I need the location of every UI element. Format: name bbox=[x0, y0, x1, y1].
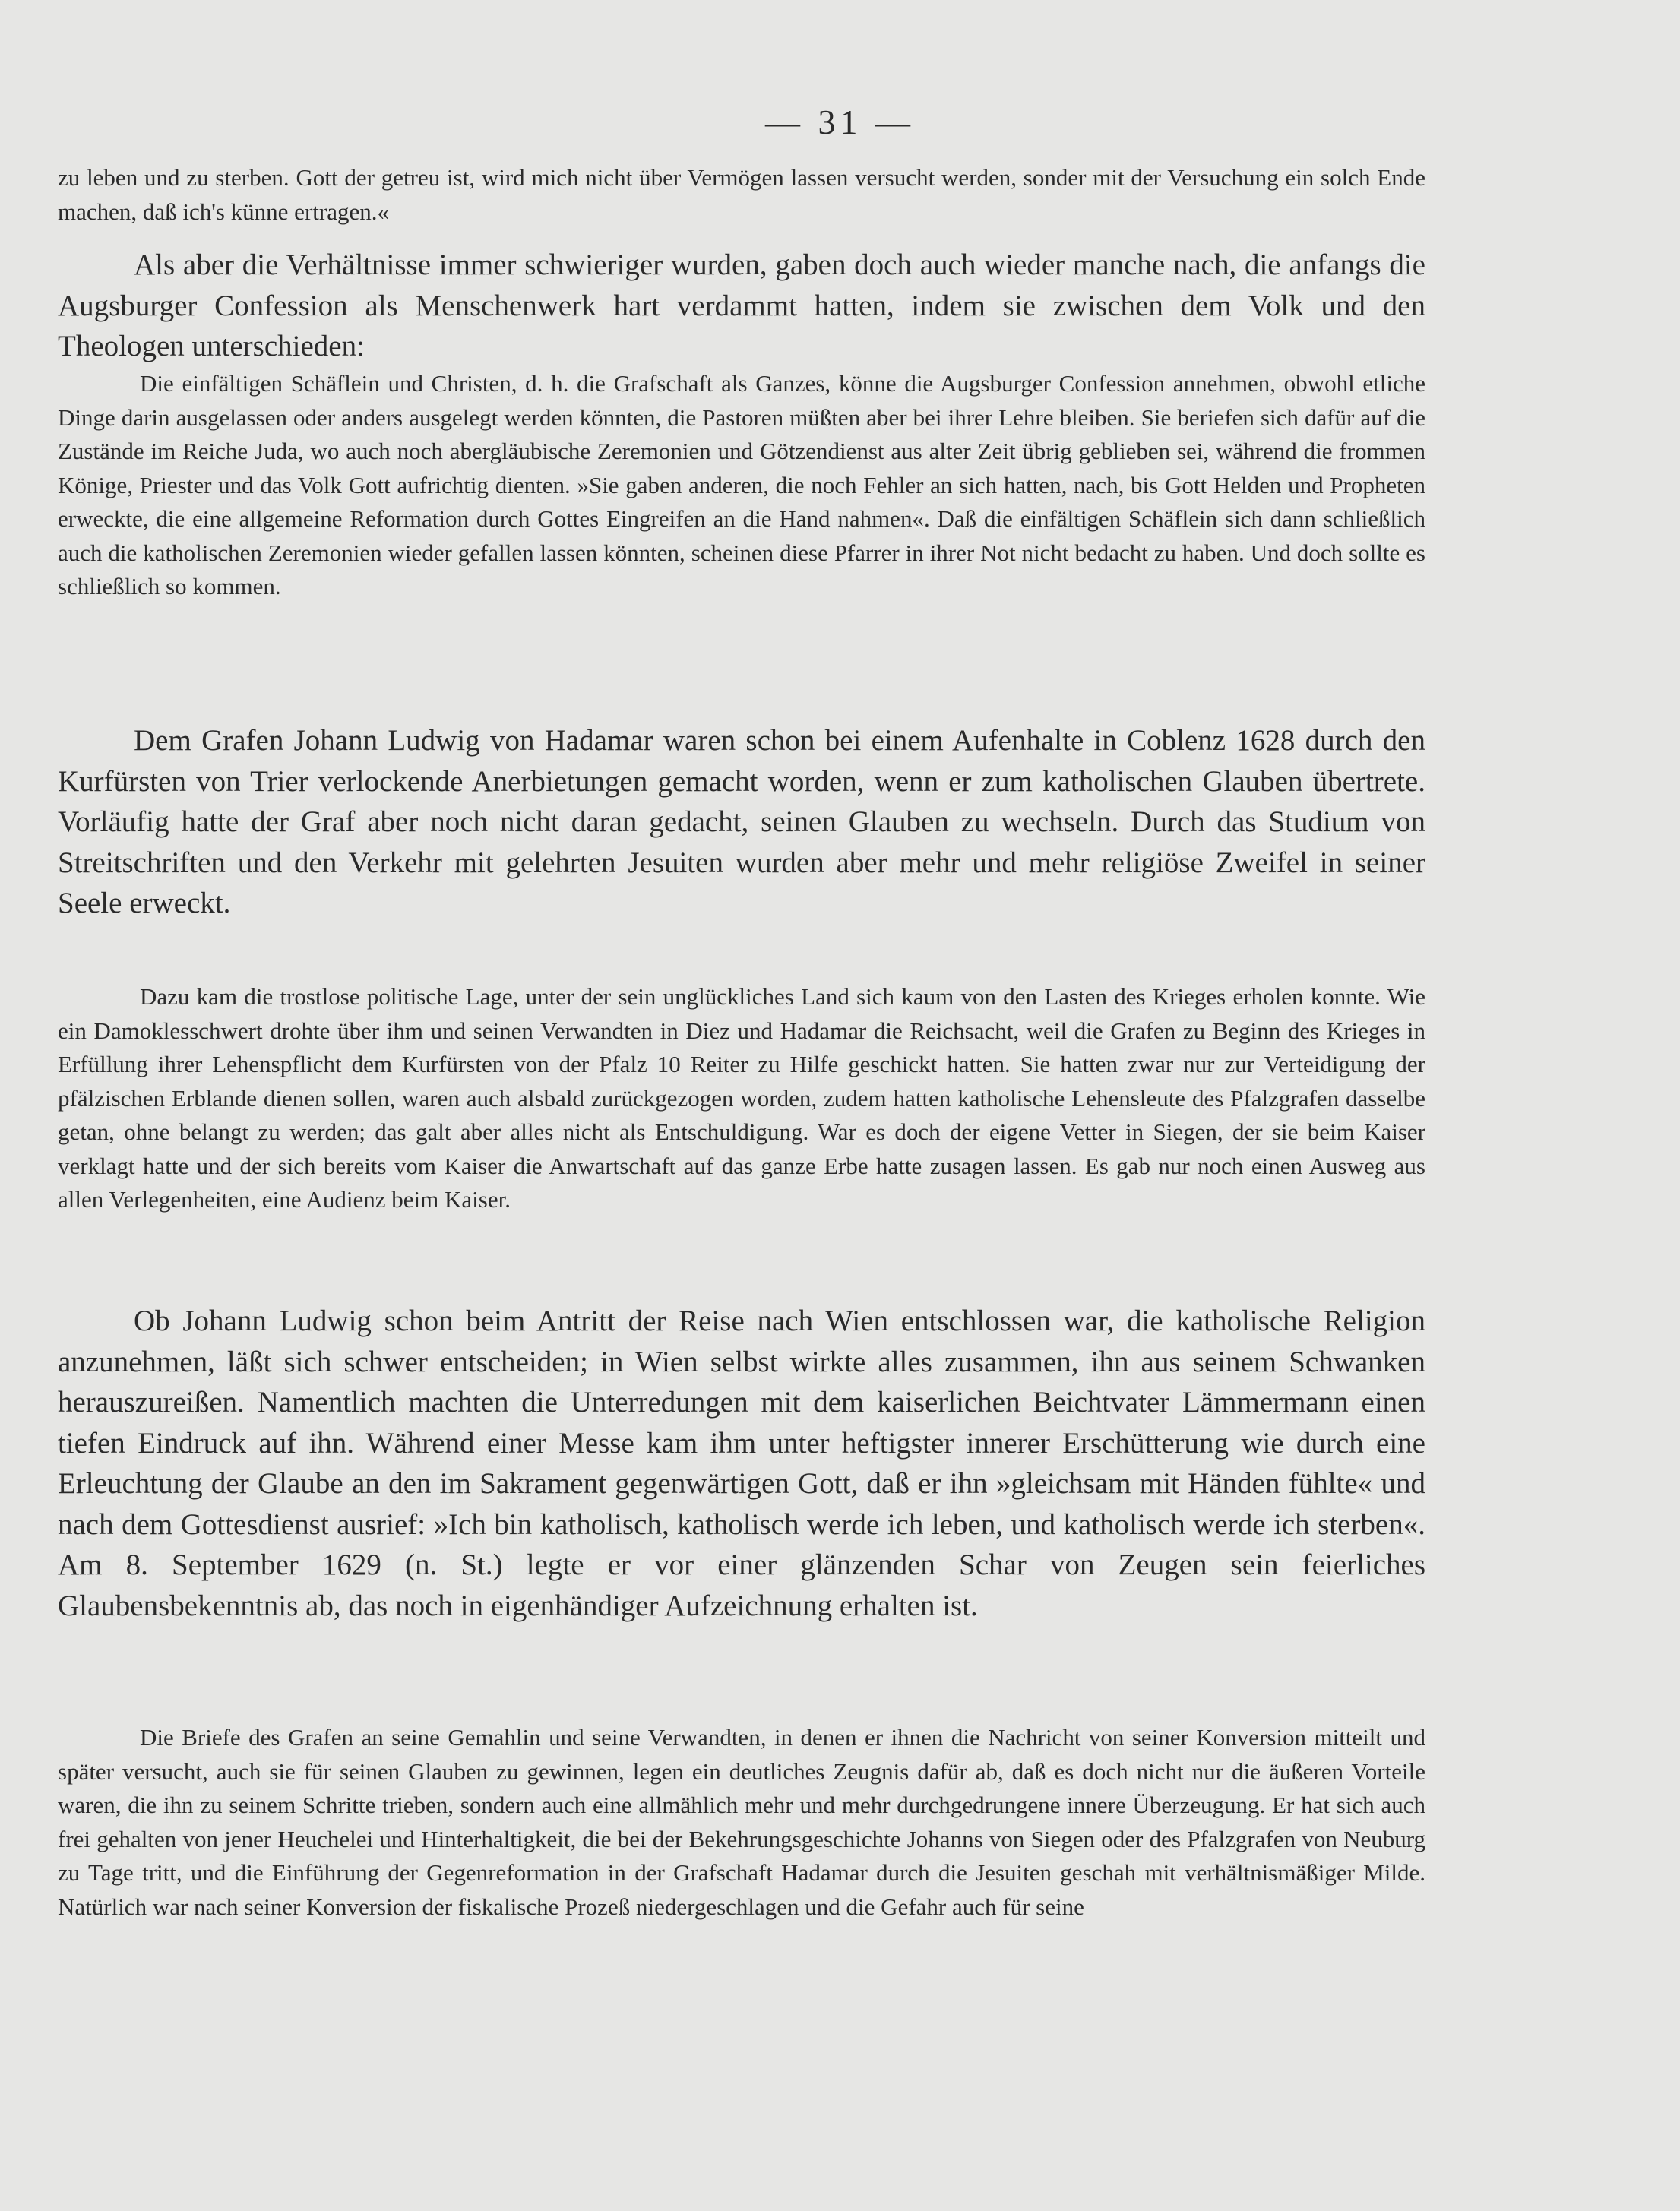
page-number: — 31 — bbox=[765, 103, 915, 141]
paragraph-political-situation: Dazu kam die trostlose politische Lage, unter der sein unglückliches Land sich kaum von den Lasten des Krieges erholen konnte. Wie ein Damoklesschwert drohte über ihm und seinen Verwandten in Diez und Hadamar die Reichsacht, weil die Grafen zu Beginn des Krieges in Erfüllung ihrer Lehenspflicht dem Kurfürsten von der Pfalz 10 Reiter zu Hilfe geschickt hatten. Sie hatten zwar nur zur Verteidigung der pfälzischen Erblande dienen sollen, waren auch alsbald zurückgezogen worden, zudem hatten katholische Lehensleute des Pfalzgrafen dasselbe getan, ohne belangt zu werden; das galt aber alles nicht als Entschuldigung. War es doch der eigene Vetter in Siegen, der sie beim Kaiser verklagt hatte und der sich bereits vom Kaiser die Anwartschaft auf das ganze Erbe hatte zusagen lassen. Es gab nur noch einen Ausweg aus allen Verlegenheiten, eine Audienz beim Kaiser. bbox=[58, 983, 1425, 1213]
paragraph-letters-of-count: Die Briefe des Grafen an seine Gemahlin und seine Verwandten, in denen er ihnen die Nachricht von seiner Konversion mitteilt und später versucht, auch sie für seinen Glauben zu gewinnen, legen ein deutliches Zeugnis dafür ab, daß es doch nicht nur die äußeren Vorteile waren, die ihn zu seinem Schritte trieben, sondern auch eine allmählich mehr und mehr durchgedrungene innere Überzeugung. Er hat sich auch frei gehalten von jener Heuchelei und Hinterhaltigkeit, die bei der Bekehrungsgeschichte Johanns von Siegen oder des Pfalzgrafen von Neuburg zu Tage tritt, und die Einführung der Gegenreformation in der Grafschaft Hadamar durch die Jesuiten geschah mit verhältnismäßiger Milde. Natürlich war nach seiner Konversion der fiskalische Prozeß niedergeschlagen und die Gefahr auch für seine bbox=[58, 1724, 1425, 1920]
paragraph-simple-flock: Die einfältigen Schäflein und Christen, d. h. die Grafschaft als Ganzes, könne die Augsburger Confession annehmen, obwohl etliche Dinge darin ausgelassen oder anders ausgelegt werden könnten, die Pastoren müßten aber bei ihrer Lehre bleiben. Sie beriefen sich dafür auf die Zustände im Reiche Juda, wo auch noch abergläubische Zeremonien und Götzendienst aus alter Zeit übrig geblieben sei, während die frommen Könige, Priester und das Volk Gott aufrichtig dienten. »Sie gaben anderen, die noch Fehler an sich hatten, nach, bis Gott Helden und Propheten erweckte, die eine allgemeine Reformation durch Gottes Eingreifen an die Hand nahmen«. Daß die einfältigen Schäflein sich dann schließlich auch die katholischen Zeremonien wieder gefallen lassen könnten, scheinen diese Pfarrer in ihrer Not nicht bedacht zu haben. Und doch sollte es schließlich so kommen. bbox=[58, 370, 1425, 599]
paragraph-confession-change: Als aber die Verhältnisse immer schwieriger wurden, gaben doch auch wieder manche nach, die anfangs die Augsburger Confession als Menschenwerk hart verdammt hatten, indem sie zwischen dem Volk und den Theologen unterschieden: bbox=[58, 248, 1425, 362]
paragraph-count-johann-ludwig: Dem Grafen Johann Ludwig von Hadamar waren schon bei einem Aufenhalte in Coblenz 1628 durch den Kurfürsten von Trier verlockende Anerbietungen gemacht worden, wenn er zum katholischen Glauben übertrete. Vorläufig hatte der Graf aber noch nicht daran gedacht, seinen Glauben zu wechseln. Durch das Studium von Streitschriften und den Verkehr mit gelehrten Jesuiten wurden aber mehr und mehr religiöse Zweifel in seiner Seele erweckt. bbox=[58, 724, 1425, 919]
paragraph-conversion-vienna: Ob Johann Ludwig schon beim Antritt der Reise nach Wien entschlossen war, die katholische Religion anzunehmen, läßt sich schwer entscheiden; in Wien selbst wirkte alles zusammen, ihn aus seinem Schwanken herauszureißen. Namentlich machten die Unterredungen mit dem kaiserlichen Beichtvater Lämmermann einen tiefen Eindruck auf ihn. Während einer Messe kam ihm unter heftigster innerer Erschütterung wie durch eine Erleuchtung der Glaube an den im Sakrament gegenwärtigen Gott, daß er ihn »gleichsam mit Händen fühlte« und nach dem Gottesdienst ausrief: »Ich bin katholisch, katholisch werde ich leben, und katholisch werde ich sterben«. Am 8. September 1629 (n. St.) legte er vor einer glänzenden Schar von Zeugen sein feierliches Glaubensbekenntnis ab, das noch in eigenhändiger Aufzeichnung erhalten ist. bbox=[58, 1305, 1425, 1622]
paragraph-quote-end: zu leben und zu sterben. Gott der getreu ist, wird mich nicht über Vermögen lassen versucht werden, sonder mit der Versuchung ein solch Ende machen, daß ich's künne ertragen.« bbox=[58, 164, 1425, 225]
